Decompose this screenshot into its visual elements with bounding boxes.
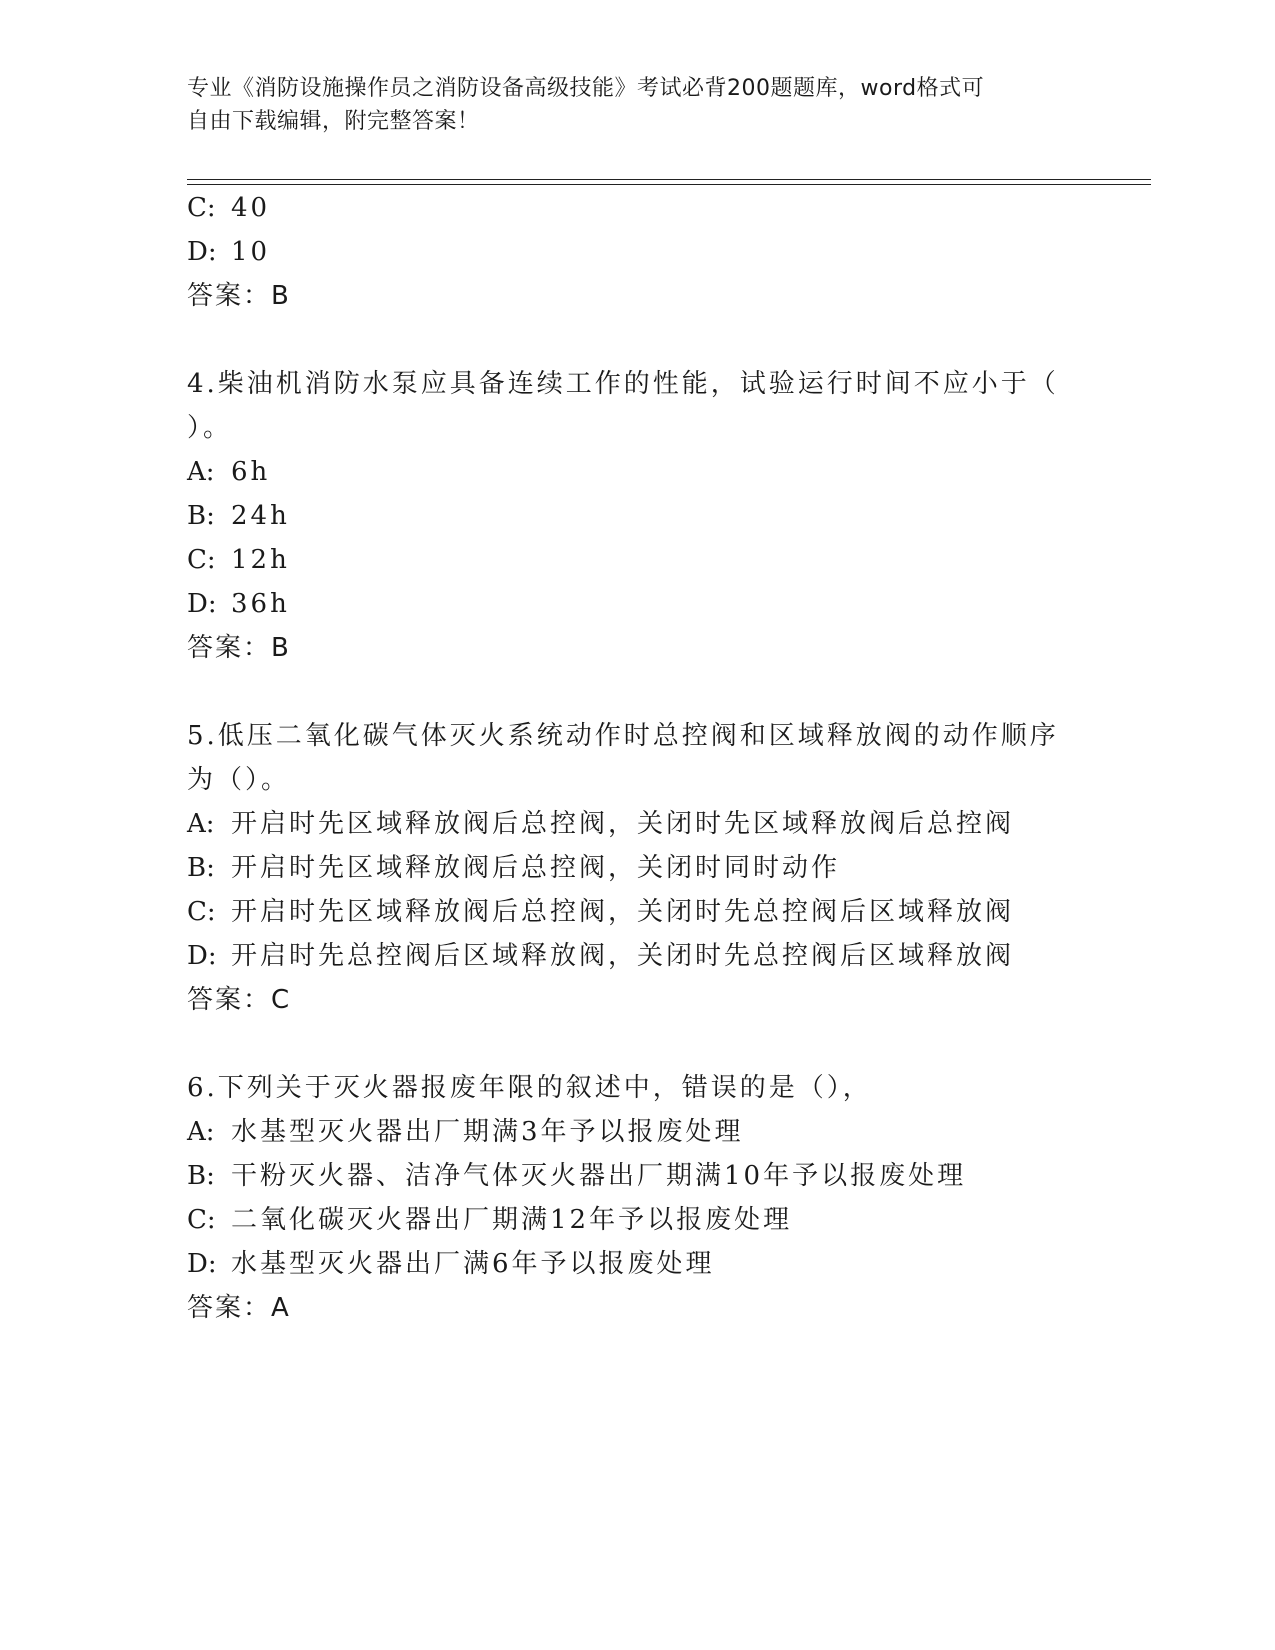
option-text: 12h — [231, 545, 290, 575]
q6-option-b — [187, 1159, 966, 1193]
header-divider-top — [187, 179, 1151, 180]
q4-stem-line-1: 4.柴油机消防水泵应具备连续工作的性能，试验运行时间不应小于（ — [187, 369, 1059, 399]
q3-option-c — [187, 191, 270, 225]
q6-option-c — [187, 1203, 792, 1237]
option-text: 水基型灭火器出厂期满3年予以报废处理 — [231, 1117, 744, 1147]
page-header — [187, 72, 1087, 138]
q5-answer: 答案：C — [187, 985, 292, 1015]
option-text: 40 — [231, 193, 271, 223]
q6-stem-line-1: 6.下列关于灭火器报废年限的叙述中，错误的是（）， — [187, 1073, 872, 1103]
option-label: D: — [187, 1249, 217, 1279]
option-label: C: — [187, 1205, 216, 1235]
header-line-2: 自由下载编辑，附完整答案！ — [187, 109, 480, 134]
q4-option-a — [187, 455, 270, 489]
option-label: B: — [187, 853, 215, 883]
option-text: 36h — [231, 589, 290, 619]
q6-answer: 答案：A — [187, 1293, 291, 1323]
option-text: 开启时先区域释放阀后总控阀，关闭时先区域释放阀后总控阀 — [231, 809, 1015, 839]
q4-option-d — [187, 587, 290, 621]
option-text: 开启时先总控阀后区域释放阀，关闭时先总控阀后区域释放阀 — [231, 941, 1015, 971]
option-label: D: — [187, 941, 217, 971]
option-label: C: — [187, 193, 216, 223]
option-label: A: — [187, 1117, 215, 1147]
q4-option-c — [187, 543, 290, 577]
option-label: B: — [187, 1161, 215, 1191]
option-label: B: — [187, 501, 215, 531]
q6-option-a — [187, 1115, 744, 1149]
q6-option-d — [187, 1247, 715, 1281]
header-line-1: 专业《消防设施操作员之消防设备高级技能》考试必背200题题库，word格式可 — [187, 76, 985, 101]
header-divider-bottom — [187, 184, 1151, 185]
option-label: C: — [187, 545, 216, 575]
q4-option-b — [187, 499, 290, 533]
option-text: 6h — [231, 457, 271, 487]
option-label: D: — [187, 237, 217, 267]
option-label: A: — [187, 809, 215, 839]
q5-option-a — [187, 807, 1014, 841]
option-text: 开启时先区域释放阀后总控阀，关闭时同时动作 — [231, 853, 841, 883]
q3-option-d — [187, 235, 270, 269]
q4-stem-line-2: ）。 — [187, 413, 233, 443]
option-label: D: — [187, 589, 217, 619]
q3-answer: 答案：B — [187, 281, 291, 311]
option-text: 干粉灭火器、洁净气体灭火器出厂期满10年予以报废处理 — [231, 1161, 967, 1191]
q5-option-c — [187, 895, 1014, 929]
q4-answer: 答案：B — [187, 633, 291, 663]
q5-stem-line-1: 5.低压二氧化碳气体灭火系统动作时总控阀和区域释放阀的动作顺序 — [187, 721, 1059, 751]
q5-option-d — [187, 939, 1014, 973]
option-text: 10 — [231, 237, 271, 267]
q5-stem-line-2: 为（）。 — [187, 765, 291, 795]
option-text: 水基型灭火器出厂满6年予以报废处理 — [231, 1249, 715, 1279]
option-text: 二氧化碳灭火器出厂期满12年予以报废处理 — [231, 1205, 793, 1235]
option-text: 开启时先区域释放阀后总控阀，关闭时先总控阀后区域释放阀 — [231, 897, 1015, 927]
option-text: 24h — [231, 501, 290, 531]
q5-option-b — [187, 851, 840, 885]
option-label: A: — [187, 457, 215, 487]
option-label: C: — [187, 897, 216, 927]
